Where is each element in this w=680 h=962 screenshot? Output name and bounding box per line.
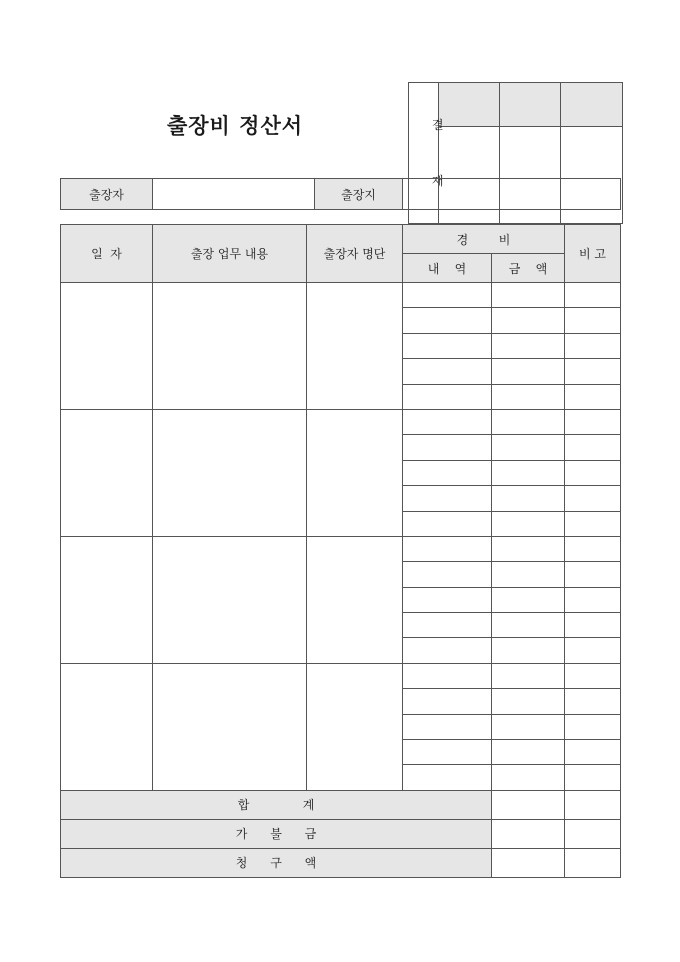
document-title: 출장비 정산서 [166,113,304,138]
amount-field[interactable] [492,613,565,638]
remarks-field[interactable] [565,460,621,485]
detail-field[interactable] [403,536,492,561]
amount-field[interactable] [492,486,565,511]
remarks-field[interactable] [565,765,621,790]
detail-field[interactable] [403,689,492,714]
remarks-field[interactable] [565,613,621,638]
table-row [61,663,621,688]
amount-field[interactable] [492,638,565,663]
claim-remarks-field[interactable] [565,848,621,877]
traveler-label: 출장자 [61,179,153,210]
members-field[interactable] [307,283,403,410]
amount-field[interactable] [492,384,565,409]
amount-field[interactable] [492,409,565,434]
remarks-field[interactable] [565,435,621,460]
remarks-field[interactable] [565,562,621,587]
detail-field[interactable] [403,562,492,587]
detail-field[interactable] [403,308,492,333]
advance-label: 가 불 금 [61,819,492,848]
detail-field[interactable] [403,486,492,511]
header-content: 출장 업무 내용 [153,225,307,283]
date-field[interactable] [61,409,153,536]
members-field[interactable] [307,536,403,663]
amount-field[interactable] [492,435,565,460]
amount-field[interactable] [492,740,565,765]
detail-field[interactable] [403,435,492,460]
remarks-field[interactable] [565,283,621,308]
amount-field[interactable] [492,460,565,485]
claim-amount-field[interactable] [492,848,565,877]
content-field[interactable] [153,663,307,790]
header-amount: 금 액 [492,254,565,283]
date-field[interactable] [61,283,153,410]
remarks-field[interactable] [565,486,621,511]
traveler-field[interactable] [153,179,315,210]
remarks-field[interactable] [565,511,621,536]
table-row [61,409,621,434]
remarks-field[interactable] [565,308,621,333]
remarks-field[interactable] [565,333,621,358]
remarks-field[interactable] [565,409,621,434]
date-field[interactable] [61,536,153,663]
content-field[interactable] [153,409,307,536]
remarks-field[interactable] [565,587,621,612]
detail-field[interactable] [403,714,492,739]
detail-field[interactable] [403,409,492,434]
detail-field[interactable] [403,283,492,308]
amount-field[interactable] [492,283,565,308]
members-field[interactable] [307,409,403,536]
detail-field[interactable] [403,638,492,663]
date-field[interactable] [61,663,153,790]
header-expense: 경 비 [403,225,565,254]
content-field[interactable] [153,283,307,410]
content-field[interactable] [153,536,307,663]
detail-field[interactable] [403,663,492,688]
remarks-field[interactable] [565,638,621,663]
detail-field[interactable] [403,765,492,790]
destination-field[interactable] [403,179,621,210]
detail-field[interactable] [403,384,492,409]
header-detail: 내 역 [403,254,492,283]
table-row [61,283,621,308]
approval-title-cell-3 [561,83,623,127]
total-label: 합 계 [61,790,492,819]
remarks-field[interactable] [565,689,621,714]
detail-field[interactable] [403,460,492,485]
total-amount-field[interactable] [492,790,565,819]
members-field[interactable] [307,663,403,790]
approval-title-cell-1 [439,83,500,127]
claim-label: 청 구 액 [61,848,492,877]
advance-amount-field[interactable] [492,819,565,848]
amount-field[interactable] [492,587,565,612]
approval-label-top: 결 [431,118,444,132]
amount-field[interactable] [492,511,565,536]
amount-field[interactable] [492,536,565,561]
amount-field[interactable] [492,562,565,587]
remarks-field[interactable] [565,663,621,688]
total-remarks-field[interactable] [565,790,621,819]
expense-table-body [61,283,621,791]
amount-field[interactable] [492,333,565,358]
detail-field[interactable] [403,587,492,612]
amount-field[interactable] [492,765,565,790]
amount-field[interactable] [492,689,565,714]
remarks-field[interactable] [565,740,621,765]
header-date: 일 자 [61,225,153,283]
detail-field[interactable] [403,740,492,765]
header-members: 출장자 명단 [307,225,403,283]
amount-field[interactable] [492,308,565,333]
remarks-field[interactable] [565,359,621,384]
expense-table [60,224,621,878]
amount-field[interactable] [492,359,565,384]
detail-field[interactable] [403,359,492,384]
header-remarks: 비 고 [565,225,621,283]
detail-field[interactable] [403,613,492,638]
amount-field[interactable] [492,663,565,688]
table-row [61,536,621,561]
approval-label-bottom: 재 [431,174,444,188]
remarks-field[interactable] [565,384,621,409]
remarks-field[interactable] [565,714,621,739]
detail-field[interactable] [403,511,492,536]
destination-label: 출장지 [315,179,403,210]
amount-field[interactable] [492,714,565,739]
detail-field[interactable] [403,333,492,358]
approval-title-cell-2 [500,83,561,127]
advance-remarks-field[interactable] [565,819,621,848]
remarks-field[interactable] [565,536,621,561]
info-table [60,178,621,210]
